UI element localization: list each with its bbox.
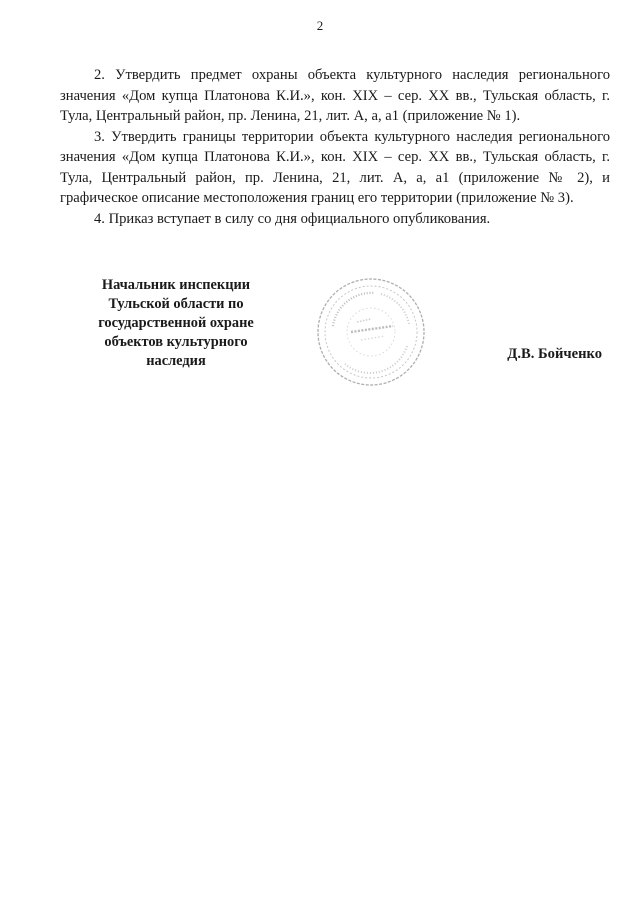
signer-position-line: государственной охране (98, 315, 254, 331)
paragraph-item-3: 3. Утвердить границы территории объекта культурного наследия регионального значения «Дом купца Платонова К.И.», кон. XIX – сер. XX вв., Тульская область, г. Тула, Центральный район, пр. Ленина, 21, лит. А, а, а1 (приложение № 2), и графическое описание местоположения границ его территории (приложение № 3). (60, 128, 610, 206)
official-seal-icon (315, 276, 427, 388)
signer-position-line: Тульской области по (108, 296, 244, 312)
document-body (60, 65, 610, 229)
page-number: 2 (316, 18, 324, 33)
paragraph-item-4: 4. Приказ вступает в силу со дня официального опубликования. (94, 210, 491, 227)
signer-name: Д.В. Бойченко (507, 346, 602, 362)
paragraph-item-2: 2. Утвердить предмет охраны объекта культурного наследия регионального значения «Дом купца Платонова К.И.», кон. XIX – сер. XX вв., Тульская область, г. Тула, Центральный район, пр. Ленина, 21, лит. А, а, а1 (приложение № 1). (60, 67, 610, 124)
signer-position-line: объектов культурного (104, 334, 248, 350)
signer-position-title (78, 276, 274, 371)
signature-block (60, 276, 610, 386)
signer-position-line: наследия (146, 353, 206, 369)
signer-position-line: Начальник инспекции (101, 277, 251, 293)
